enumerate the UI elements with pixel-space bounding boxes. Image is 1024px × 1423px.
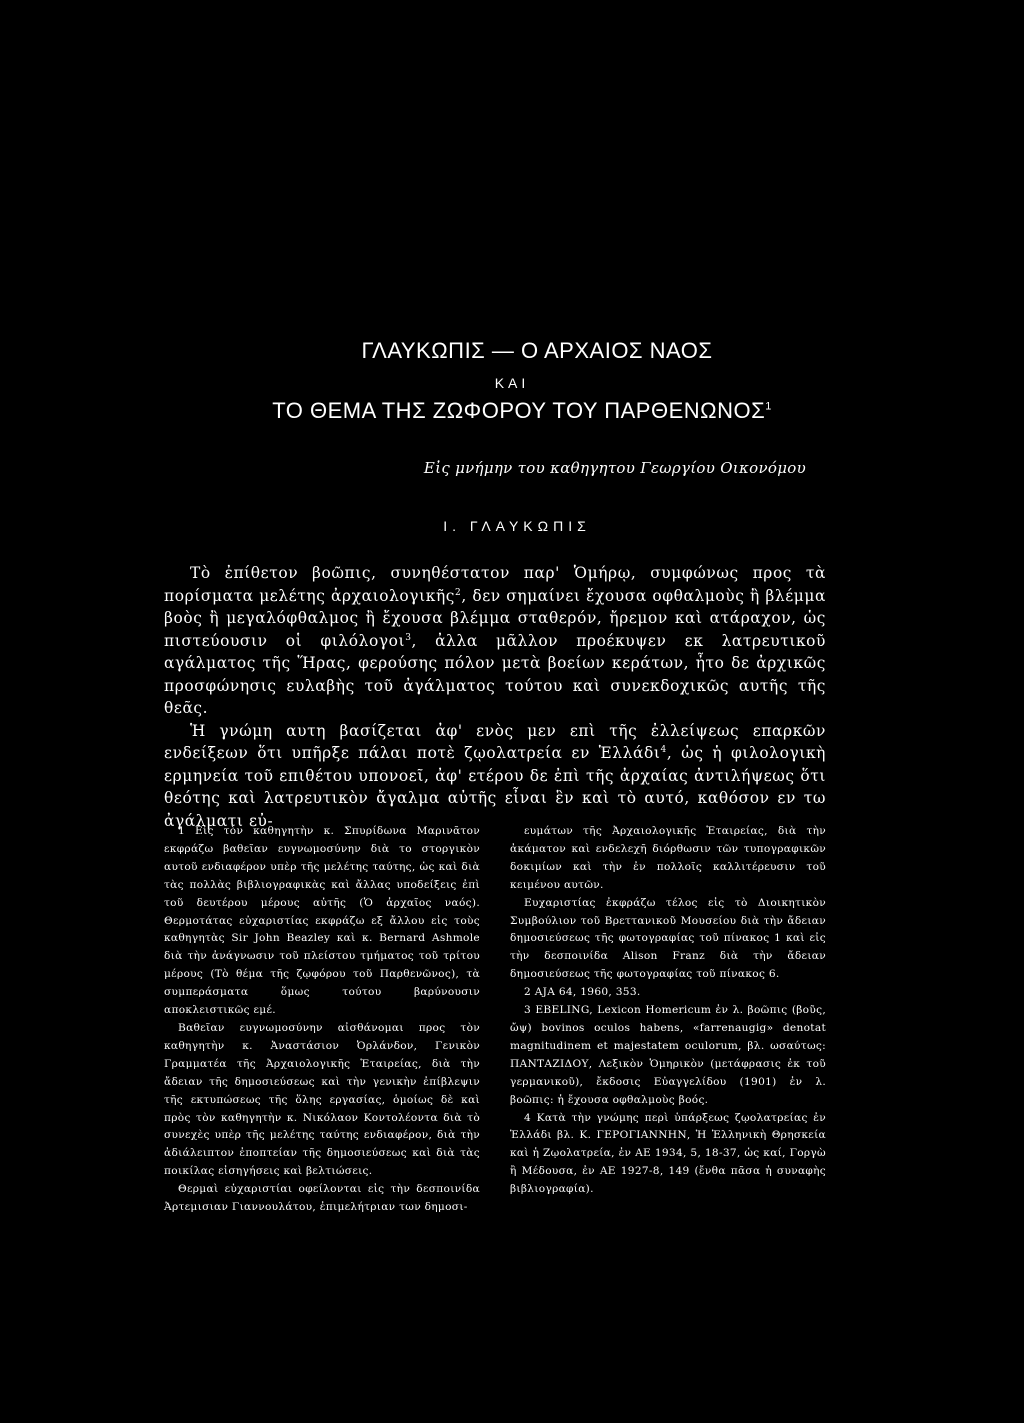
article-title-line-2 [0, 398, 1024, 424]
section-heading: I. ΓΛΑΥΚΩΠΙΣ [443, 518, 591, 534]
footnote-paragraph: 3 EBELING, Lexicon Homericum ἐν λ. βοῶπις (βοῦς, ὤψ) bovinos oculos habens, «farrenaugig» denotat magnitudinem et majestatem oculorum, βλ. ωσαύτως: ΠΑΝΤΑΖΙΔΟΥ, Λεξικὸν Ὁμηρικὸν (μετάφρασις ἐκ τοῦ γερμανικοῦ), ἔκδοσις Εὐαγγελίδου (1901) ἐν λ. βοῶπις: ἡ ἔχουσα οφθαλμοὺς βοός. [510, 1004, 826, 1106]
article-title-line-1: ΓΛΑΥΚΩΠΙΣ — Ο ΑΡΧΑΙΟΣ ΝΑΟΣ [361, 338, 713, 363]
footnote-paragraph: 4 Κατὰ τὴν γνώμης περὶ ὑπάρξεως ζῳολατρείας ἐν Ἑλλάδι βλ. Κ. ΓΕΡΟΓΙΑΝΝΗΝ, Ἡ Ἑλληνικὴ Θρησκεία καὶ ἡ Ζῳολατρεία, ἐν ΑΕ 1934, 5, 18-37, ὡς καί, Γοργὼ ἢ Μέδουσα, ἐν ΑΕ 1927-8, 149 (ἔνθα πᾶσα ἡ συναφὴς βιβλιογραφία). [510, 1111, 826, 1196]
paragraph-2-part-a: Ἡ γνώμη αυτη βασίζεται ἀφ' ενὸς μεν επὶ τῆς ἐλλείψεως επαρκῶν ενδείξεων ὅτι υπῆρξε πάλαι ποτὲ ζῳολατρεία εν Ἑλλάδι [164, 721, 826, 762]
footnote-ref-2: 2 [454, 587, 462, 598]
footnote-paragraph: ευμάτων τῆς Ἀρχαιολογικῆς Ἑταιρείας, διὰ τὴν ἀκάματον καὶ ενδελεχῆ διόρθωσιν τῶν τυπογραφικῶν δοκιμίων καὶ τὴν ἐν πολλοῖς καλλιτέρευσιν τοῦ κειμένου αυτῶν. [510, 825, 826, 891]
footnote-ref-3: 3 [405, 632, 412, 643]
footnotes-left-column [164, 823, 480, 1217]
footnote-paragraph: Βαθεῖαν ευγνωμοσύνην αἰσθάνομαι προς τὸν καθηγητὴν κ. Ἀναστάσιον Ὀρλάνδον, Γενικὸν Γραμματέα τῆς Ἀρχαιολογικῆς Ἑταιρείας, διὰ τὴν ἄδειαν τῆς δημοσιεύσεως καὶ τὴν γενικὴν ἐπίβλεψιν τῆς εκτυπώσεως τῆς ὅλης εργασίας, ὁμοίως δὲ καὶ πρὸς τὸν καθηγητὴν κ. Νικόλαον Κοντολέοντα διὰ τὸ συνεχὲς υπὲρ τῆς μελέτης ταύτης ενδιαφέρον, διὰ τὴν ἀδιάλειπτον ἐποπτείαν τῆς δημοσιεύσεως καὶ διὰ τὰς ποικίλας εἰσηγήσεις καὶ βελτιώσεις. [164, 1021, 480, 1178]
footnote-ref-4: 4 [660, 744, 667, 755]
dedication: Εἰς μνήμην του καθηγητου Γεωργίου Οικονόμου [423, 459, 806, 477]
paragraph-1-part-c: , ἀλλα μᾶλλον προέκυψεν εκ λατρευτικοῦ αγάλματος τῆς Ἥρας, φερούσης πόλον μετὰ βοείων κεράτων, ἦτο δε ἀρχικῶς προσφώνησις ευλαβὴς τοῦ ἀγάλματος τούτου καὶ συνεκδοχικῶς αυτῆς τῆς θεᾶς. [164, 631, 826, 717]
paragraph-1-part-a: Τὸ ἐπίθετον βοῶπις, συνηθέστατον παρ' Ὁμήρῳ, συμφώνως προς τὰ πορίσματα μελέτης ἀρχαιολογικῆς [164, 564, 826, 605]
footnote-paragraph: 2 AJA 64, 1960, 353. [524, 986, 641, 999]
footnote-paragraph: Θερμαὶ εὐχαριστίαι οφείλονται εἰς τὴν δεσποινίδα Ἀρτεμισιαν Γιαννουλάτου, ἐπιμελήτριαν των δημοσι- [164, 1183, 480, 1214]
footnote-paragraph: 1 Εἰς τὸν καθηγητὴν κ. Σπυρίδωνα Μαρινᾶτον εκφράζω βαθεῖαν ευγνωμοσύνην διὰ το στοργικὸν αυτοῦ ενδιαφέρον υπὲρ τῆς μελέτης ταύτης, ὡς καὶ διὰ τὰς πολλὰς βιβλιογραφικὰς καὶ ἄλλας υποδείξεις ἐπὶ τοῦ δευτέρου μέρους αὐτῆς (Ὁ ἀρχαῖος ναός). Θερμοτάτας εὐχαριστίας εκφράζω εξ ἄλλου εἰς τοὺς καθηγητὰς Sir John Beazley καὶ κ. Bernard Ashmole διὰ τὴν ἀνάγνωσιν τοῦ πλείστου τμήματος τοῦ τρίτου μέρους (Τὸ θέμα τῆς ζῳφόρου τοῦ Παρθενῶνος), τὰ συμπεράσματα ὅμως τούτου βαρύνουσιν αποκλειστικῶς εμέ. [164, 825, 480, 1017]
paragraph-1 [164, 562, 826, 720]
footnote-paragraph: Ευχαριστίας ἐκφράζω τέλος εἰς τὸ Διοικητικὸν Συμβούλιον τοῦ Βρεττανικοῦ Μουσείου διὰ τὴν ἄδειαν δημοσιεύσεως τῆς φωτογραφίας τοῦ πίνακος 1 καὶ εἰς τὴν δεσποινίδα Alison Franz διὰ τὴν ἄδειαν δημοσιεύσεως τῆς φωτογραφίας τοῦ πίνακος 6. [510, 896, 826, 981]
footnote-ref-1: 1 [765, 400, 772, 413]
article-title-line-2-text: ΤΟ ΘΕΜΑ ΤΗΣ ΖΩΦΟΡΟΥ ΤΟΥ ΠΑΡΘΕΝΩΝΟΣ [272, 398, 766, 423]
footnotes-right-column [510, 823, 826, 1217]
paragraph-2-part-b: , ὡς ἡ φιλολογικὴ ερμηνεία τοῦ επιθέτου υπονοεῖ, ἀφ' ετέρου δε ἐπὶ τῆς ἀρχαίας ἀντιλήψεως ὅτι θεότης καὶ λατρευτικὸν ἄγαλμα αὐτῆς εἶναι ἓν καὶ τὸ αυτό, καθόσον εν τω ἀγάλματι εὐ- [164, 744, 826, 830]
main-text [164, 562, 826, 832]
footnotes [164, 823, 826, 1217]
article-title-conjunction: ΚΑΙ [494, 375, 530, 391]
paragraph-2 [164, 720, 826, 833]
paragraph-1-part-b: , δεν σημαίνει ἔχουσα οφθαλμοὺς ἢ βλέμμα βοὸς ἢ μεγαλόφθαλμος ἢ ἔχουσα βλέμμα σταθερόν, ἤρεμον καὶ ατάραχον, ὡς πιστεύουσιν οἱ φιλόλογοι [164, 586, 826, 650]
